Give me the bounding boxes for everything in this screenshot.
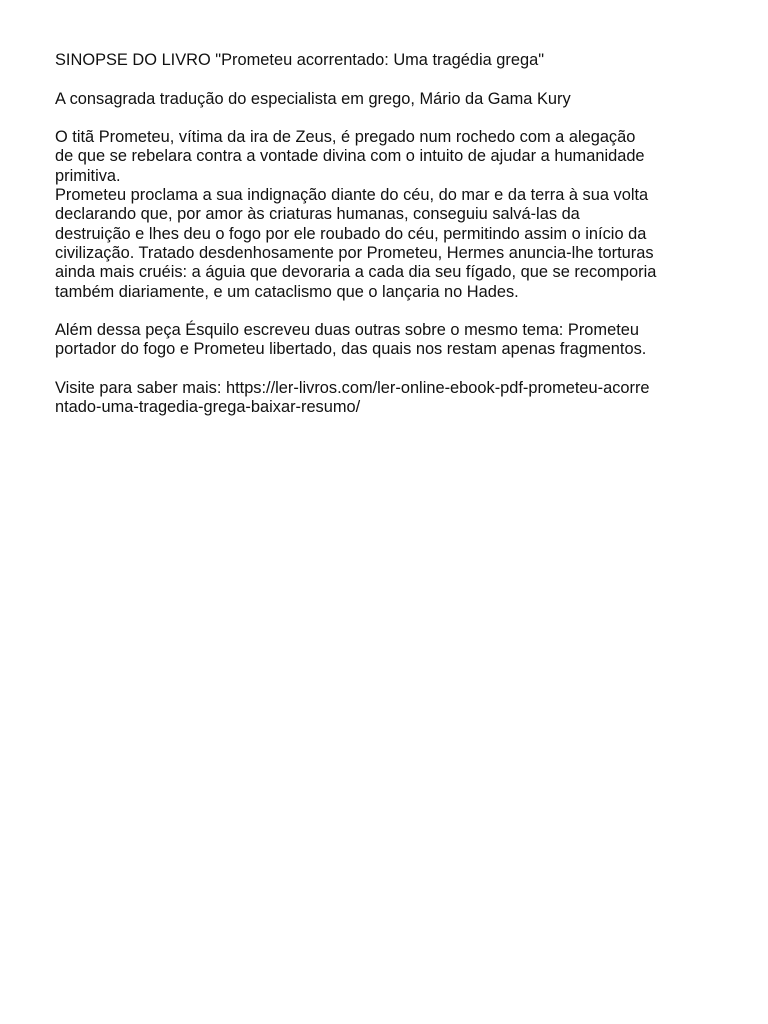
synopsis-line: ainda mais cruéis: a águia que devoraria a cada dia seu fígado, que se recomporia (55, 263, 657, 282)
synopsis-line: Prometeu proclama a sua indignação diante do céu, do mar e da terra à sua volta (55, 186, 649, 205)
synopsis-line: também diariamente, e um cataclismo que o lançaria no Hades. (55, 282, 519, 301)
synopsis-line: primitiva. (55, 166, 121, 185)
synopsis-line: civilização. Tratado desdenhosamente por Prometeu, Hermes anuncia-lhe torturas (55, 243, 654, 262)
subtitle-line: A consagrada tradução do especialista em grego, Mário da Gama Kury (55, 89, 571, 108)
visit-link-line[interactable]: Visite para saber mais: https://ler-livros.com/ler-online-ebook-pdf-prometeu-acorre (55, 379, 650, 398)
visit-paragraph[interactable] (55, 379, 745, 418)
synopsis-line: O titã Prometeu, vítima da ira de Zeus, é pregado num rochedo com a alegação (55, 128, 636, 147)
title-line: SINOPSE DO LIVRO "Prometeu acorrentado: Uma tragédia grega" (55, 51, 545, 69)
synopsis-line: destruição e lhes deu o fogo por ele roubado do céu, permitindo assim o início da (55, 224, 647, 243)
other-works-paragraph (55, 321, 745, 360)
other-works-line: Além dessa peça Ésquilo escreveu duas outras sobre o mesmo tema: Prometeu (55, 321, 639, 340)
other-works-line: portador do fogo e Prometeu libertado, das quais nos restam apenas fragmentos. (55, 340, 647, 359)
synopsis-line: de que se rebelara contra a vontade divina com o intuito de ajudar a humanidade (55, 147, 645, 166)
synopsis-paragraph (55, 128, 745, 302)
synopsis-line: declarando que, por amor às criaturas humanas, conseguiu salvá-las da (55, 205, 580, 224)
document-title (55, 51, 745, 70)
visit-link-line[interactable]: ntado-uma-tragedia-grega-baixar-resumo/ (55, 398, 361, 417)
document-subtitle (55, 90, 745, 109)
document-body (55, 51, 745, 437)
